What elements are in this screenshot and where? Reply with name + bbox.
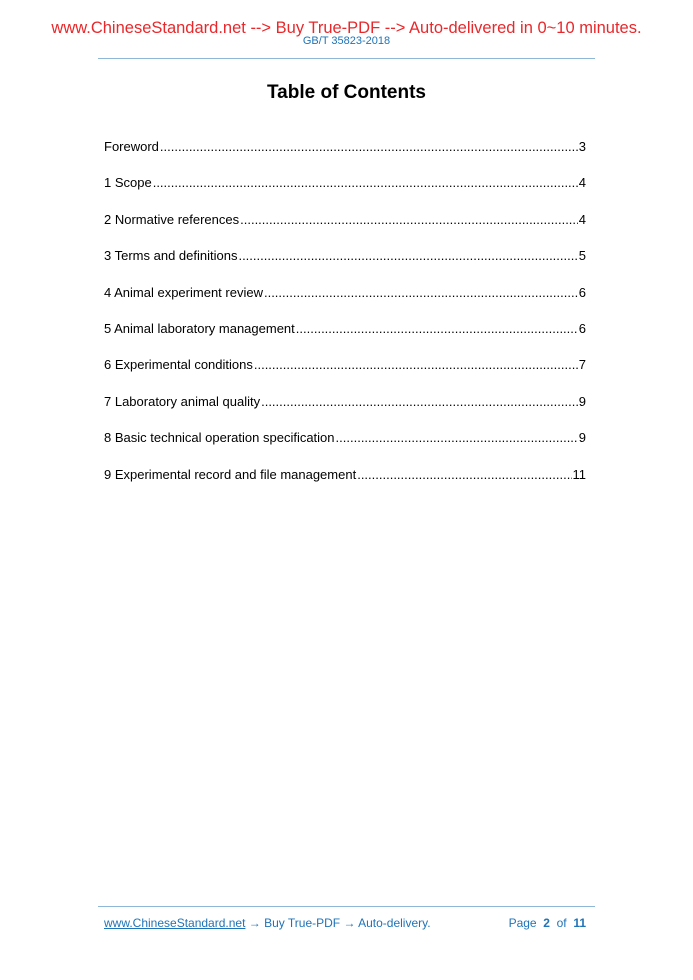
dot-leader [254,357,578,373]
toc-entry-label: 7 Laboratory animal quality [104,393,261,409]
toc-entry-page: 5 [578,248,586,264]
toc-entry-label: 4 Animal experiment review [104,284,263,300]
toc-entry-label: 9 Experimental record and file management [104,466,357,482]
toc-entry-experimental-record[interactable] [104,467,586,503]
toc-entry-basic-technical-operation[interactable] [104,430,586,466]
footer-divider [98,906,595,907]
current-page: 2 [543,916,550,930]
dot-leader [336,430,578,446]
toc-entry-label: 2 Normative references [104,211,240,227]
toc-entry-page: 4 [578,211,586,227]
toc-entry-animal-laboratory-management[interactable] [104,321,586,357]
toc-entry-page: 6 [578,320,586,336]
toc-list [104,139,586,503]
of-word: of [556,916,567,930]
toc-entry-label: 6 Experimental conditions [104,357,253,373]
dot-leader [160,139,578,155]
toc-entry-terms-and-definitions[interactable] [104,248,586,284]
dot-leader [357,467,571,483]
dot-leader [261,394,578,410]
toc-entry-page: 3 [578,139,586,154]
page-title: Table of Contents [266,82,427,103]
dot-leader [264,285,578,301]
footer-promo [104,916,431,931]
total-pages: 11 [573,916,586,930]
dot-leader [296,321,578,337]
page-word: Page [508,916,537,930]
toc-entry-experimental-conditions[interactable] [104,357,586,393]
document-code: GB/T 35823-2018 [302,35,391,47]
toc-entry-page: 7 [578,357,586,373]
toc-entry-page: 6 [578,284,586,300]
toc-entry-label: 1 Scope [104,175,152,191]
toc-entry-laboratory-animal-quality[interactable] [104,394,586,430]
page-number [509,916,586,931]
toc-entry-normative-references[interactable] [104,212,586,248]
toc-entry-foreword[interactable] [104,139,586,175]
toc-entry-label: Foreword [104,139,159,154]
toc-entry-label: 5 Animal laboratory management [104,320,295,336]
toc-entry-scope[interactable] [104,175,586,211]
dot-leader [238,248,577,264]
footer-site-link[interactable]: www.ChineseStandard.net [104,916,246,930]
toc-entry-page: 4 [578,175,586,191]
toc-entry-page: 9 [578,430,586,446]
dot-leader [153,175,578,191]
toc-entry-page: 11 [572,466,586,482]
footer-promo-text: → Buy True-PDF → Auto-delivery. [245,916,431,930]
header-divider [98,58,595,59]
dot-leader [240,212,578,228]
header-banner[interactable]: www.ChineseStandard.net --> Buy True-PDF --> Auto-delivered in 0~10 minutes. [51,19,642,37]
toc-entry-label: 3 Terms and definitions [104,248,238,264]
toc-entry-page: 9 [578,393,586,409]
toc-entry-animal-experiment-review[interactable] [104,285,586,321]
toc-entry-label: 8 Basic technical operation specification [104,430,335,446]
